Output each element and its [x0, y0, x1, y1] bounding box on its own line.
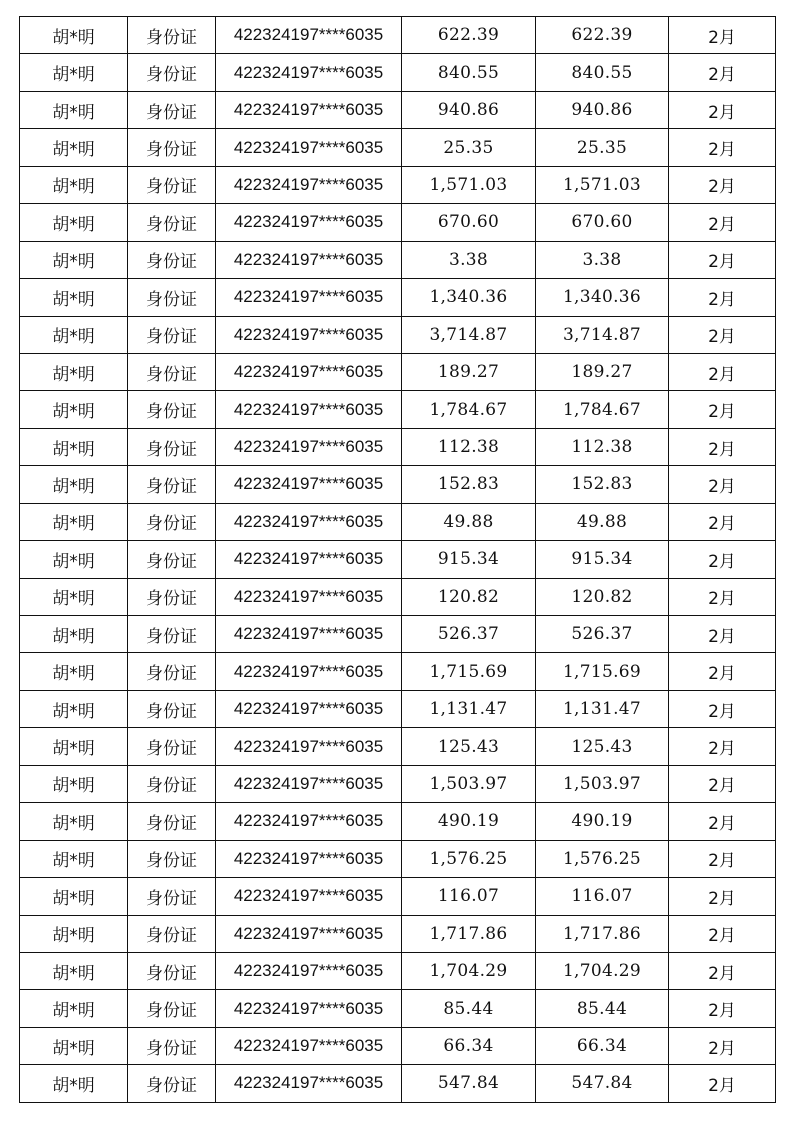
amount-paid-cell: 1,503.97 — [536, 765, 669, 802]
id-type-cell: 身份证 — [128, 91, 216, 128]
amount-paid-cell: 49.88 — [536, 503, 669, 540]
id-type-cell: 身份证 — [128, 129, 216, 166]
amount-paid-cell: 116.07 — [536, 878, 669, 915]
id-type-cell: 身份证 — [128, 728, 216, 765]
name-cell: 胡*明 — [20, 541, 128, 578]
month-cell: 2月 — [669, 466, 776, 503]
amount-paid-cell: 66.34 — [536, 1027, 669, 1064]
name-cell: 胡*明 — [20, 54, 128, 91]
month-cell: 2月 — [669, 915, 776, 952]
month-cell: 2月 — [669, 765, 776, 802]
id-type-cell: 身份证 — [128, 952, 216, 989]
id-type-cell: 身份证 — [128, 353, 216, 390]
amount-cell: 3,714.87 — [402, 316, 536, 353]
name-cell: 胡*明 — [20, 428, 128, 465]
id-number-cell: 422324197****6035 — [216, 840, 402, 877]
id-number-cell: 422324197****6035 — [216, 91, 402, 128]
id-type-cell: 身份证 — [128, 915, 216, 952]
amount-cell: 940.86 — [402, 91, 536, 128]
name-cell: 胡*明 — [20, 353, 128, 390]
amount-cell: 3.38 — [402, 241, 536, 278]
name-cell: 胡*明 — [20, 803, 128, 840]
amount-cell: 1,717.86 — [402, 915, 536, 952]
id-number-cell: 422324197****6035 — [216, 915, 402, 952]
amount-cell: 189.27 — [402, 353, 536, 390]
table-row — [20, 653, 776, 690]
records-table — [19, 16, 776, 1103]
name-cell: 胡*明 — [20, 840, 128, 877]
table-row — [20, 578, 776, 615]
id-number-cell: 422324197****6035 — [216, 653, 402, 690]
amount-cell: 125.43 — [402, 728, 536, 765]
amount-paid-cell: 915.34 — [536, 541, 669, 578]
id-number-cell: 422324197****6035 — [216, 616, 402, 653]
name-cell: 胡*明 — [20, 204, 128, 241]
month-cell: 2月 — [669, 1027, 776, 1064]
table-row — [20, 503, 776, 540]
month-cell: 2月 — [669, 803, 776, 840]
id-type-cell: 身份证 — [128, 279, 216, 316]
id-number-cell: 422324197****6035 — [216, 578, 402, 615]
name-cell: 胡*明 — [20, 316, 128, 353]
id-number-cell: 422324197****6035 — [216, 1065, 402, 1102]
name-cell: 胡*明 — [20, 91, 128, 128]
amount-cell: 1,576.25 — [402, 840, 536, 877]
id-number-cell: 422324197****6035 — [216, 428, 402, 465]
id-number-cell: 422324197****6035 — [216, 466, 402, 503]
amount-cell: 915.34 — [402, 541, 536, 578]
id-type-cell: 身份证 — [128, 241, 216, 278]
id-number-cell: 422324197****6035 — [216, 503, 402, 540]
table-row — [20, 204, 776, 241]
name-cell: 胡*明 — [20, 653, 128, 690]
id-type-cell: 身份证 — [128, 541, 216, 578]
id-number-cell: 422324197****6035 — [216, 765, 402, 802]
table-row — [20, 690, 776, 727]
amount-cell: 1,784.67 — [402, 391, 536, 428]
month-cell: 2月 — [669, 353, 776, 390]
id-number-cell: 422324197****6035 — [216, 803, 402, 840]
amount-cell: 670.60 — [402, 204, 536, 241]
amount-paid-cell: 1,704.29 — [536, 952, 669, 989]
amount-paid-cell: 1,340.36 — [536, 279, 669, 316]
name-cell: 胡*明 — [20, 1027, 128, 1064]
name-cell: 胡*明 — [20, 952, 128, 989]
id-number-cell: 422324197****6035 — [216, 129, 402, 166]
amount-paid-cell: 547.84 — [536, 1065, 669, 1102]
id-type-cell: 身份证 — [128, 690, 216, 727]
table-row — [20, 353, 776, 390]
id-type-cell: 身份证 — [128, 840, 216, 877]
month-cell: 2月 — [669, 990, 776, 1027]
table-row — [20, 765, 776, 802]
amount-paid-cell: 3.38 — [536, 241, 669, 278]
amount-cell: 1,704.29 — [402, 952, 536, 989]
name-cell: 胡*明 — [20, 915, 128, 952]
id-number-cell: 422324197****6035 — [216, 17, 402, 54]
id-number-cell: 422324197****6035 — [216, 728, 402, 765]
amount-cell: 25.35 — [402, 129, 536, 166]
name-cell: 胡*明 — [20, 503, 128, 540]
amount-paid-cell: 1,717.86 — [536, 915, 669, 952]
id-number-cell: 422324197****6035 — [216, 54, 402, 91]
amount-paid-cell: 940.86 — [536, 91, 669, 128]
month-cell: 2月 — [669, 616, 776, 653]
amount-paid-cell: 125.43 — [536, 728, 669, 765]
amount-cell: 85.44 — [402, 990, 536, 1027]
amount-paid-cell: 189.27 — [536, 353, 669, 390]
amount-paid-cell: 622.39 — [536, 17, 669, 54]
month-cell: 2月 — [669, 129, 776, 166]
amount-paid-cell: 1,784.67 — [536, 391, 669, 428]
table-row — [20, 1027, 776, 1064]
records-table-body — [20, 17, 776, 1103]
id-number-cell: 422324197****6035 — [216, 990, 402, 1027]
id-number-cell: 422324197****6035 — [216, 952, 402, 989]
id-number-cell: 422324197****6035 — [216, 241, 402, 278]
amount-cell: 622.39 — [402, 17, 536, 54]
amount-paid-cell: 490.19 — [536, 803, 669, 840]
id-type-cell: 身份证 — [128, 54, 216, 91]
amount-cell: 152.83 — [402, 466, 536, 503]
amount-paid-cell: 526.37 — [536, 616, 669, 653]
name-cell: 胡*明 — [20, 466, 128, 503]
name-cell: 胡*明 — [20, 166, 128, 203]
id-type-cell: 身份证 — [128, 765, 216, 802]
month-cell: 2月 — [669, 653, 776, 690]
amount-cell: 1,340.36 — [402, 279, 536, 316]
amount-paid-cell: 85.44 — [536, 990, 669, 1027]
id-number-cell: 422324197****6035 — [216, 391, 402, 428]
month-cell: 2月 — [669, 279, 776, 316]
table-row — [20, 952, 776, 989]
id-type-cell: 身份证 — [128, 990, 216, 1027]
month-cell: 2月 — [669, 952, 776, 989]
name-cell: 胡*明 — [20, 129, 128, 166]
id-type-cell: 身份证 — [128, 878, 216, 915]
month-cell: 2月 — [669, 690, 776, 727]
id-type-cell: 身份证 — [128, 1065, 216, 1102]
month-cell: 2月 — [669, 503, 776, 540]
table-row — [20, 17, 776, 54]
amount-paid-cell: 152.83 — [536, 466, 669, 503]
table-row — [20, 466, 776, 503]
amount-cell: 840.55 — [402, 54, 536, 91]
name-cell: 胡*明 — [20, 391, 128, 428]
amount-paid-cell: 120.82 — [536, 578, 669, 615]
id-type-cell: 身份证 — [128, 428, 216, 465]
id-type-cell: 身份证 — [128, 503, 216, 540]
id-number-cell: 422324197****6035 — [216, 541, 402, 578]
month-cell: 2月 — [669, 541, 776, 578]
table-row — [20, 279, 776, 316]
id-type-cell: 身份证 — [128, 204, 216, 241]
id-type-cell: 身份证 — [128, 1027, 216, 1064]
id-type-cell: 身份证 — [128, 466, 216, 503]
amount-paid-cell: 1,571.03 — [536, 166, 669, 203]
month-cell: 2月 — [669, 878, 776, 915]
name-cell: 胡*明 — [20, 17, 128, 54]
table-row — [20, 728, 776, 765]
month-cell: 2月 — [669, 728, 776, 765]
amount-cell: 66.34 — [402, 1027, 536, 1064]
table-row — [20, 91, 776, 128]
amount-cell: 1,571.03 — [402, 166, 536, 203]
id-number-cell: 422324197****6035 — [216, 1027, 402, 1064]
month-cell: 2月 — [669, 204, 776, 241]
table-row — [20, 840, 776, 877]
id-number-cell: 422324197****6035 — [216, 690, 402, 727]
id-type-cell: 身份证 — [128, 166, 216, 203]
name-cell: 胡*明 — [20, 765, 128, 802]
table-row — [20, 915, 776, 952]
amount-paid-cell: 112.38 — [536, 428, 669, 465]
amount-cell: 1,715.69 — [402, 653, 536, 690]
amount-cell: 116.07 — [402, 878, 536, 915]
amount-paid-cell: 1,576.25 — [536, 840, 669, 877]
name-cell: 胡*明 — [20, 990, 128, 1027]
amount-cell: 112.38 — [402, 428, 536, 465]
name-cell: 胡*明 — [20, 728, 128, 765]
amount-cell: 49.88 — [402, 503, 536, 540]
amount-cell: 120.82 — [402, 578, 536, 615]
month-cell: 2月 — [669, 54, 776, 91]
document-page — [19, 16, 776, 1103]
amount-paid-cell: 1,715.69 — [536, 653, 669, 690]
amount-cell: 490.19 — [402, 803, 536, 840]
table-row — [20, 428, 776, 465]
month-cell: 2月 — [669, 1065, 776, 1102]
table-row — [20, 241, 776, 278]
month-cell: 2月 — [669, 428, 776, 465]
table-row — [20, 1065, 776, 1102]
id-type-cell: 身份证 — [128, 578, 216, 615]
amount-cell: 547.84 — [402, 1065, 536, 1102]
amount-paid-cell: 840.55 — [536, 54, 669, 91]
amount-paid-cell: 3,714.87 — [536, 316, 669, 353]
month-cell: 2月 — [669, 578, 776, 615]
id-type-cell: 身份证 — [128, 653, 216, 690]
month-cell: 2月 — [669, 17, 776, 54]
month-cell: 2月 — [669, 91, 776, 128]
amount-cell: 1,131.47 — [402, 690, 536, 727]
id-number-cell: 422324197****6035 — [216, 316, 402, 353]
name-cell: 胡*明 — [20, 578, 128, 615]
id-number-cell: 422324197****6035 — [216, 166, 402, 203]
month-cell: 2月 — [669, 316, 776, 353]
id-number-cell: 422324197****6035 — [216, 204, 402, 241]
table-row — [20, 166, 776, 203]
id-type-cell: 身份证 — [128, 316, 216, 353]
amount-paid-cell: 670.60 — [536, 204, 669, 241]
month-cell: 2月 — [669, 166, 776, 203]
name-cell: 胡*明 — [20, 616, 128, 653]
table-row — [20, 878, 776, 915]
month-cell: 2月 — [669, 391, 776, 428]
id-number-cell: 422324197****6035 — [216, 279, 402, 316]
id-type-cell: 身份证 — [128, 391, 216, 428]
table-row — [20, 990, 776, 1027]
amount-cell: 526.37 — [402, 616, 536, 653]
name-cell: 胡*明 — [20, 279, 128, 316]
id-number-cell: 422324197****6035 — [216, 353, 402, 390]
name-cell: 胡*明 — [20, 1065, 128, 1102]
table-row — [20, 541, 776, 578]
id-type-cell: 身份证 — [128, 616, 216, 653]
amount-paid-cell: 25.35 — [536, 129, 669, 166]
id-number-cell: 422324197****6035 — [216, 878, 402, 915]
amount-cell: 1,503.97 — [402, 765, 536, 802]
month-cell: 2月 — [669, 840, 776, 877]
month-cell: 2月 — [669, 241, 776, 278]
table-row — [20, 316, 776, 353]
name-cell: 胡*明 — [20, 690, 128, 727]
amount-paid-cell: 1,131.47 — [536, 690, 669, 727]
name-cell: 胡*明 — [20, 241, 128, 278]
id-type-cell: 身份证 — [128, 803, 216, 840]
name-cell: 胡*明 — [20, 878, 128, 915]
table-row — [20, 803, 776, 840]
id-type-cell: 身份证 — [128, 17, 216, 54]
table-row — [20, 616, 776, 653]
table-row — [20, 391, 776, 428]
table-row — [20, 129, 776, 166]
table-row — [20, 54, 776, 91]
